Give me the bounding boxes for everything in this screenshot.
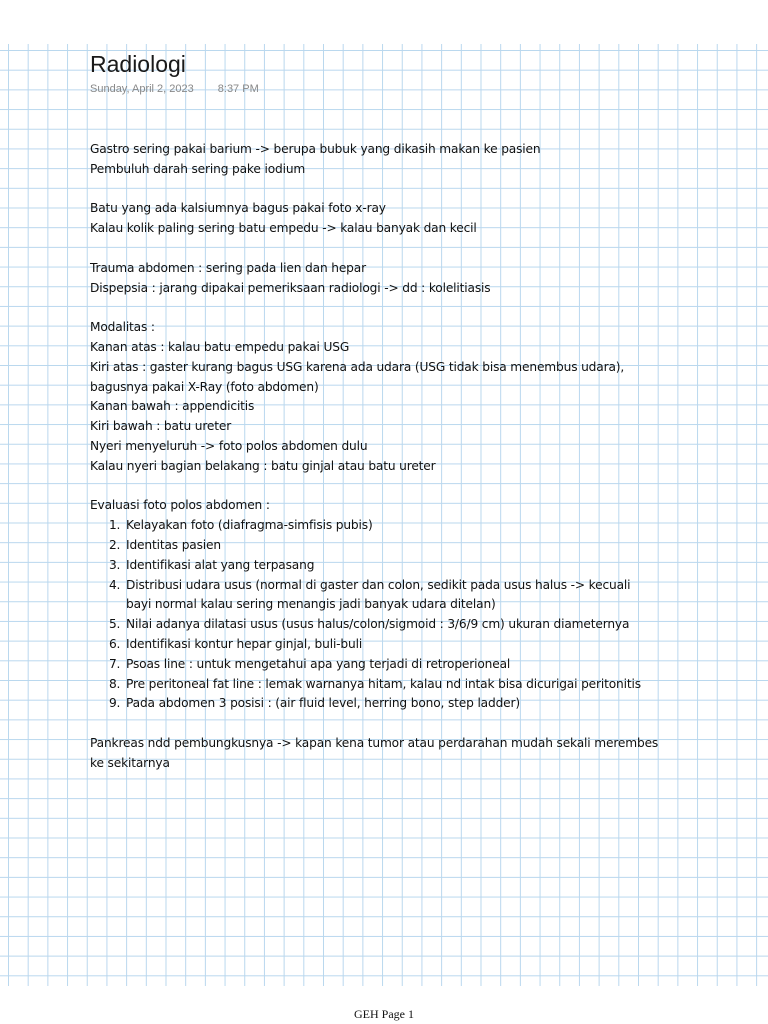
list-item-text: 4. Distribusi udara usus (normal di gaster dan colon, sedikit pada usus halus -> kecuali — [126, 577, 631, 592]
text-line: Kiri atas : gaster kurang bagus USG karena ada udara (USG tidak bisa menembus udara), — [90, 359, 625, 374]
list-item: 8. Pre peritoneal fat line : lemak warnanya hitam, kalau nd intak bisa dicurigai peritonitis — [124, 675, 730, 695]
evaluation-list — [90, 516, 730, 714]
note-body — [90, 140, 730, 774]
note-timestamp — [90, 83, 259, 95]
text-line: Nyeri menyeluruh -> foto polos abdomen dulu — [90, 438, 368, 453]
text-line: Kiri bawah : batu ureter — [90, 419, 232, 434]
text-line: Kalau kolik paling sering batu empedu -> kalau banyak dan kecil — [90, 221, 477, 236]
page-title: Radiologi — [90, 51, 186, 77]
list-item: 2. Identitas pasien — [124, 536, 730, 556]
text-line: Trauma abdomen : sering pada lien dan hepar — [90, 260, 366, 275]
text-line: Gastro sering pakai barium -> berupa bubuk yang dikasih makan ke pasien — [90, 142, 541, 156]
list-item-text: bayi normal kalau sering menangis jadi banyak udara ditelan) — [126, 597, 496, 612]
list-item: 6. Identifikasi kontur hepar ginjal, buli-buli — [124, 635, 730, 655]
list-item: 1. Kelayakan foto (diafragma-simfisis pubis) — [124, 516, 730, 536]
list-heading: Evaluasi foto polos abdomen : — [90, 498, 270, 513]
text-line: Modalitas : — [90, 320, 155, 335]
text-line: Batu yang ada kalsiumnya bagus pakai foto x-ray — [90, 201, 386, 216]
text-line: Pankreas ndd pembungkusnya -> kapan kena tumor atau perdarahan mudah sekali merembes — [90, 735, 659, 750]
text-line: ke sekitarnya — [90, 755, 170, 770]
list-item: 5. Nilai adanya dilatasi usus (usus halus/colon/sigmoid : 3/6/9 cm) ukuran diameternya — [124, 615, 730, 635]
list-item: 3. Identifikasi alat yang terpasang — [124, 556, 730, 576]
text-line: Dispepsia : jarang dipakai pemeriksaan radiologi -> dd : kolelitiasis — [90, 280, 491, 295]
note-date: Sunday, April 2, 2023 — [90, 83, 194, 95]
note-time: 8:37 PM — [217, 83, 259, 95]
list-item — [124, 576, 730, 616]
text-line: Pembuluh darah sering pake iodium — [90, 161, 306, 176]
list-item: 9. Pada abdomen 3 posisi : (air fluid level, herring bono, step ladder) — [124, 694, 730, 714]
list-item: 7. Psoas line : untuk mengetahui apa yang terjadi di retroperioneal — [124, 655, 730, 675]
text-line: Kanan atas : kalau batu empedu pakai USG — [90, 339, 350, 354]
text-line: Kanan bawah : appendicitis — [90, 399, 255, 414]
text-line: bagusnya pakai X-Ray (foto abdomen) — [90, 379, 319, 394]
text-line: Kalau nyeri bagian belakang : batu ginjal atau batu ureter — [90, 458, 436, 473]
page-footer: GEH Page 1 — [354, 1007, 414, 1021]
